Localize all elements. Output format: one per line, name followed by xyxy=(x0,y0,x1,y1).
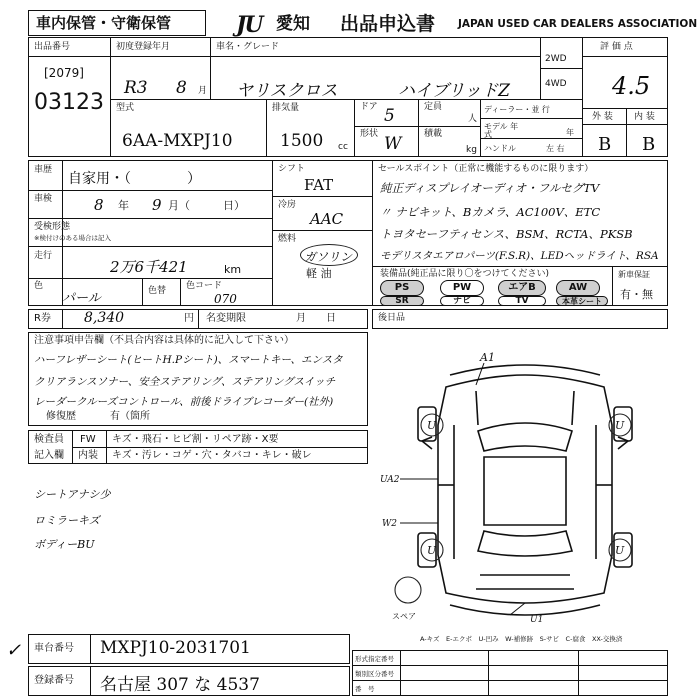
model-year-unit: 年 xyxy=(566,128,574,137)
interior-grade: B xyxy=(642,134,656,155)
registration-month-unit: 月 xyxy=(198,86,208,96)
color-label: 色 xyxy=(34,281,44,291)
sales-point-line-4: モデリスタエアロパーツ(F.S.R)、LEDヘッドライト、RSA xyxy=(380,250,659,262)
fuel-value-2: 軽 油 xyxy=(306,267,332,280)
sales-point-line-1: 純正ディスプレイオーディオ・フルセグTV xyxy=(380,181,600,195)
equip-navi: ナビ xyxy=(440,296,484,306)
chassis-label: 車台番号 xyxy=(34,643,74,654)
color-tone-label: 色替 xyxy=(148,286,167,296)
shift-value: FAT xyxy=(304,176,334,194)
displacement-label: 排気量 xyxy=(272,103,300,113)
equip-airbag: エアB xyxy=(498,280,546,296)
equip-sr: SR xyxy=(380,296,424,306)
inspector-row2-tag: 内装 xyxy=(78,450,98,461)
fuel-value-1: ガソリン xyxy=(304,250,353,264)
footer-label-1: 形式指定番号 xyxy=(355,655,394,663)
registration-year: R3 xyxy=(124,78,148,98)
model-name-label: 車名・グレード xyxy=(216,42,280,52)
chassis-value: MXPJ10-2031701 xyxy=(100,638,251,658)
equip-leather-seat: 本革シート xyxy=(556,296,608,306)
plate-label: 登録番号 xyxy=(34,675,74,686)
owner-notes-label: 後日品 xyxy=(378,313,406,323)
equip-ps: PS xyxy=(380,280,424,296)
remark-1: シートアナシ少 xyxy=(34,488,111,501)
rating-score: 4.5 xyxy=(612,72,651,100)
mileage-value: 2万6千421 xyxy=(110,258,188,276)
receive-label: 受検形態 xyxy=(34,222,71,232)
inspector-row1: キズ・飛石・ヒビ割・リペア跡・X要 xyxy=(112,434,279,445)
damage-mark-fr: U xyxy=(615,419,625,432)
deadline-units: 月 日 xyxy=(296,313,336,324)
inspection-year-unit: 年 xyxy=(118,199,129,212)
plate-value: 名古屋 307 な 4537 xyxy=(100,675,260,695)
sales-point-line-3: トヨタセーフティセンス、BSM、RCTA、PKSB xyxy=(380,227,633,241)
damage-mark-u1: U1 xyxy=(530,615,544,625)
equip-aw: AW xyxy=(556,280,600,296)
aircon-label: 冷房 xyxy=(278,200,297,210)
inspection-year: 8 xyxy=(94,196,104,214)
inspector-label-2: 記入欄 xyxy=(34,450,64,461)
sales-point-line-2: 〃 ナビキット、Bカメラ、AC100V、ETC xyxy=(380,205,601,219)
margin-check-mark: ✓ xyxy=(6,640,22,661)
repair-history-value: 有（箇所 xyxy=(110,411,150,422)
damage-mark-rl: U xyxy=(427,544,437,557)
inspector-row2: キズ・汚レ・コゲ・穴・タバコ・キレ・破レ xyxy=(112,450,312,461)
notes-line-2: クリアランスソナー、安全ステアリング、ステアリングスイッチ xyxy=(34,376,336,388)
exterior-grade: B xyxy=(598,134,612,155)
registration-label: 初度登録年月 xyxy=(116,42,171,52)
sales-points-label: セールスポイント（正常に機能するものに限ります） xyxy=(378,164,594,174)
model-year-label: モデル 年式 xyxy=(484,122,519,139)
model-name-value: ヤリスクロス xyxy=(236,81,338,101)
damage-mark-a1: A1 xyxy=(480,351,495,364)
deadline-label: 名変期限 xyxy=(206,313,246,324)
lot-number: 03123 xyxy=(34,90,104,115)
damage-mark-ua2: UA2 xyxy=(380,475,400,485)
notes-line-3: レーダークルーズコントロール、前後ドライブレコーダー(社外) xyxy=(34,396,334,408)
shape-label: 形状 xyxy=(360,129,379,139)
damage-mark-w2: W2 xyxy=(382,519,397,529)
recycle-value: 8,340 xyxy=(84,310,125,326)
footer-label-3: 番 号 xyxy=(355,685,375,693)
handle-options: 左 右 xyxy=(546,144,565,153)
aircon-value: AAC xyxy=(310,210,344,228)
association-name: JAPAN USED CAR DEALERS ASSOCIATION xyxy=(458,18,698,30)
remark-3: ボディーBU xyxy=(34,538,95,551)
damage-legend: A-キズ E-エクボ U-凹み W-補修跡 S-サビ C-腐食 XX-交換済 xyxy=(420,635,623,643)
equipment-label: 装備品(純正品に限り〇をつけてください) xyxy=(380,269,550,279)
fuel-label: 燃料 xyxy=(278,234,297,244)
color-code-label: 色コード xyxy=(186,281,223,291)
inspector-label-1: 検査員 xyxy=(34,434,64,445)
notes-line-1: ハーフレザーシート(ヒートH.Pシート)、スマートキー、エンスタ xyxy=(34,354,343,366)
capacity-unit: 人 xyxy=(468,114,478,124)
org-name: 愛知 xyxy=(276,14,310,34)
recycle-label: R券 xyxy=(34,313,51,324)
capacity-label: 定員 xyxy=(424,102,443,112)
displacement-value: 1500 xyxy=(280,131,324,151)
drive-2wd: 2WD xyxy=(545,54,567,64)
history-label: 車歴 xyxy=(34,165,53,175)
interior-label: 内 装 xyxy=(634,112,655,122)
exterior-label: 外 装 xyxy=(592,112,613,122)
repair-history-label: 修復歴 xyxy=(46,411,76,422)
load-unit: kg xyxy=(466,145,477,155)
damage-mark-rr: U xyxy=(615,544,625,557)
receive-note: ※検付けのある場合は記入 xyxy=(34,234,111,242)
inspector-row1-tag: FW xyxy=(80,434,96,445)
spare-label: スペア xyxy=(392,612,416,621)
owner-notes-box xyxy=(372,309,668,329)
mileage-label: 走行 xyxy=(34,251,53,261)
load-label: 積載 xyxy=(424,129,443,139)
dealer-label: ディーラー・並 行 xyxy=(484,105,550,114)
history-value: 自家用・（ ） xyxy=(68,171,201,187)
recycle-unit: 円 xyxy=(184,313,194,324)
new-car-warranty-label: 新車保証 xyxy=(618,270,650,279)
doors-label: ドア xyxy=(360,102,378,112)
warranty-value: 有・無 xyxy=(620,288,653,301)
inspection-label: 車検 xyxy=(34,194,53,204)
mileage-unit: km xyxy=(224,263,242,276)
storage-label: 車内保管・守衛保管 xyxy=(36,14,172,32)
displacement-unit: cc xyxy=(338,142,348,152)
rating-label: 評 価 点 xyxy=(600,42,633,52)
shape-value: W xyxy=(384,134,402,154)
type-value: 6AA-MXPJ10 xyxy=(122,131,233,151)
doors-value: 5 xyxy=(384,106,395,126)
remark-2: ロミラーキズ xyxy=(34,514,100,527)
type-label: 型式 xyxy=(116,103,135,113)
color-code-value: 070 xyxy=(214,292,237,306)
handle-label: ハンドル xyxy=(484,144,516,153)
registration-month: 8 xyxy=(176,78,187,98)
notes-label: 注意事項申告欄（不具合内容は具体的に記入して下さい） xyxy=(34,335,294,346)
lot-sub-number: [2079] xyxy=(44,66,84,80)
lot-label: 出品番号 xyxy=(34,42,71,52)
footer-label-2: 類別区分番号 xyxy=(355,670,394,678)
form-title: 出品申込書 xyxy=(340,13,436,35)
car-damage-diagram xyxy=(380,345,670,630)
shift-label: シフト xyxy=(278,164,306,174)
color-value: パール xyxy=(62,291,101,306)
inspection-month: 9 xyxy=(152,196,162,214)
model-grade-value: ハイブリッドZ xyxy=(398,81,510,101)
inspection-month-unit: 月（ 日） xyxy=(168,199,245,212)
equip-pw: PW xyxy=(440,280,484,296)
ju-logo-text: JU xyxy=(236,12,262,38)
equip-tv: TV xyxy=(498,296,546,306)
drive-4wd: 4WD xyxy=(545,79,567,89)
damage-mark-fl: U xyxy=(427,419,437,432)
